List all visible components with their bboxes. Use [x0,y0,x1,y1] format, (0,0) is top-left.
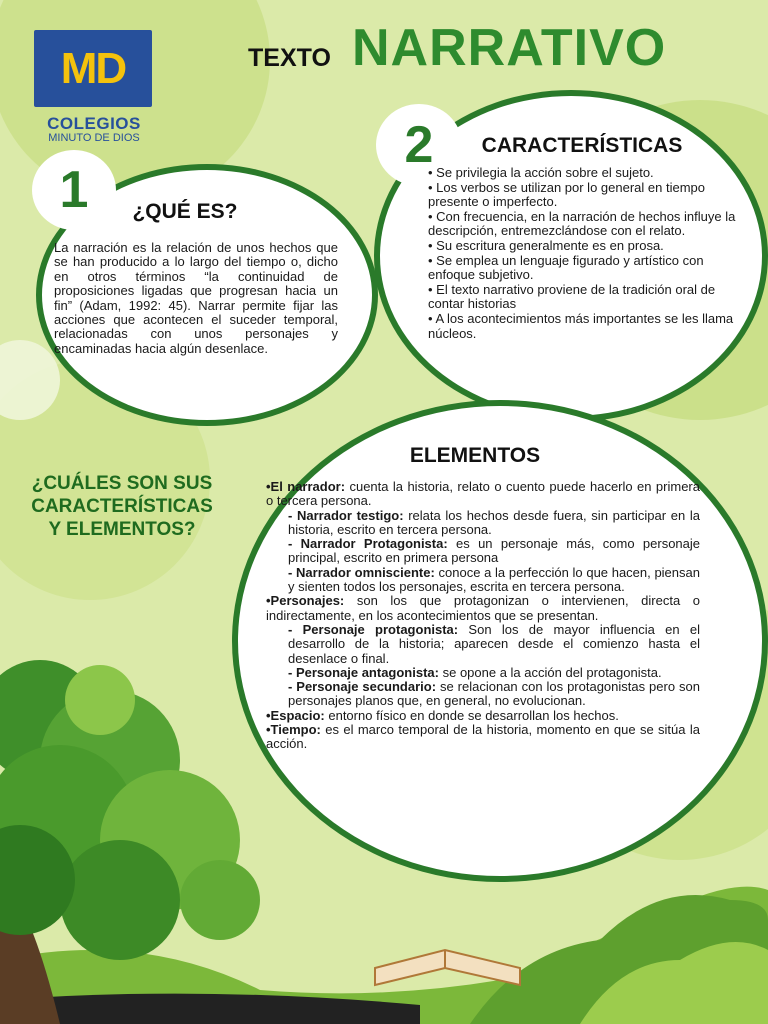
element-narrador-protagonista: - Narrador Protagonista: es un personaje más, como personaje principal, escrito en primera persona [288,536,701,566]
logo-initials: MD [60,43,126,93]
characteristic-item: • Con frecuencia, en la narración de hechos influye la descripción, entremezclándose con el relato. [428,208,736,239]
section1-text: La narración es la relación de unos hechos que se han producido a lo largo del tiempo o, dicho en otros términos “la continuidad de proposiciones ligadas que progresan hacia un fin” (Adam, 1992: 45). Narrar permite fijar las acciones que acontecen el suceder temporal, relacionadas con unos personajes y encaminadas hacia algún desenlace. [54,240,338,356]
section2-number: 2 [404,116,434,174]
characteristic-item: • El texto narrativo proviene de la tradición oral de contar historias [428,281,716,312]
elements-text [266,480,700,752]
characteristic-item: • A los acontecimientos más importantes se les llama núcleos. [428,310,734,341]
question-line: CARACTERÍSTICAS [31,496,213,517]
section2-list [428,166,740,341]
logo-line2: MINUTO DE DIOS [48,132,140,144]
element-personaje-secundario: - Personaje secundario: se relacionan con los protagonistas pero son personajes planos que, en general, no evolucionan. [288,679,700,709]
logo-line1: COLEGIOS [47,114,141,133]
characteristic-item: • Se emplea un lenguaje figurado y artístico con enfoque subjetivo. [428,252,704,283]
section1-heading: ¿QUÉ ES? [132,200,238,223]
question-line: Y ELEMENTOS? [48,519,196,540]
page-title: NARRATIVO [352,19,667,77]
element-narrador: •El narrador: cuenta la historia, relato o cuento puede hacerlo en primera o tercera persona. [266,479,700,509]
section1-number-bubble [32,150,116,230]
title-small: TEXTO [248,44,331,72]
element-tiempo: •Tiempo: es el marco temporal de la historia, momento en que se sitúa la acción. [266,722,700,752]
element-personaje-antagonista: - Personaje antagonista: se opone a la acción del protagonista. [288,664,662,680]
element-narrador-omnisciente: - Narrador omnisciente: conoce a la perfección lo que hacen, piensan y sienten todos los personajes, escrita en tercera persona. [288,564,700,595]
element-narrador-testigo: - Narrador testigo: relata los hechos desde fuera, sin participar en la historia, escrito en tercera persona. [288,507,700,537]
element-espacio: •Espacio: entorno físico en donde se desarrollan los hechos. [266,707,619,723]
question-line: ¿CUÁLES SON SUS [31,473,213,494]
element-personajes: •Personajes: son los que protagonizan o intervienen, directa o indirectamente, en los acontecimientos que se presentan. [266,593,700,623]
section2-heading: CARACTERÍSTICAS [481,134,683,157]
characteristic-item: • Los verbos se utilizan por lo general en tiempo presente o imperfecto. [428,179,705,210]
elements-heading: ELEMENTOS [409,444,541,467]
element-personaje-protagonista: - Personaje protagonista: Son los de mayor influencia en el desarrollo de la historia; aparecen desde el comienzo hasta el desenlace o final. [288,621,701,666]
section1-number: 1 [59,161,89,219]
characteristic-item: • Su escritura generalmente es en prosa. [428,237,664,253]
characteristic-item: • Se privilegia la acción sobre el sujeto. [428,165,654,180]
question-heading [14,472,230,541]
